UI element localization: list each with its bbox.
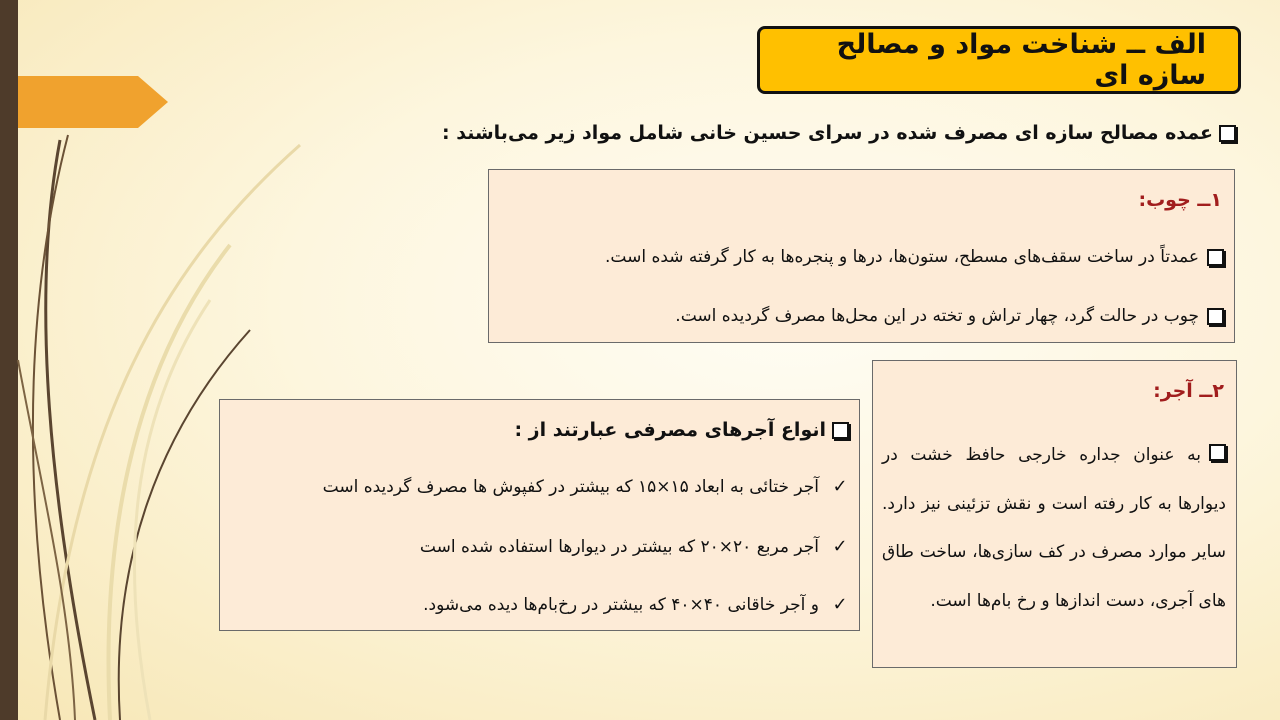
- intro-text: عمده مصالح سازه ای مصرف شده در سرای حسین خانی شامل مواد زیر می‌باشند :: [442, 122, 1213, 144]
- brick-types-box: [219, 399, 860, 631]
- checkmark-icon: ✓: [832, 536, 848, 557]
- checkbox-icon: [1207, 308, 1224, 325]
- wood-line-2: [675, 306, 1224, 326]
- wood-line-1: [605, 247, 1224, 267]
- intro-line: [336, 122, 1236, 144]
- brick-types-header: [514, 419, 849, 441]
- list-item: [420, 536, 851, 557]
- list-item-text: و آجر خاقانی ۴۰×۴۰ که بیشتر در رخ‌بام‌ها دیده می‌شود.: [423, 594, 819, 615]
- brick-types-heading: انواع آجرهای مصرفی عبارتند از :: [514, 419, 826, 441]
- wood-heading: ۱ــ چوب:: [1138, 189, 1222, 211]
- brick-heading: ۲ــ آجر:: [1153, 380, 1224, 402]
- wood-line-2-text: چوب در حالت گرد، چهار تراش و تخته در این محل‌ها مصرف گردیده است.: [675, 306, 1199, 326]
- list-item-text: آجر ختائی به ابعاد ۱۵×۱۵ که بیشتر در کفپوش ها مصرف گردیده است: [322, 476, 819, 497]
- wood-line-1-text: عمدتاً در ساخت سقف‌های مسطح، ستون‌ها، درها و پنجره‌ها به کار گرفته شده است.: [604, 247, 1199, 267]
- checkmark-icon: ✓: [832, 594, 848, 615]
- checkbox-icon: [832, 422, 849, 439]
- title-banner: [757, 26, 1241, 94]
- list-item-text: آجر مربع ۲۰×۲۰ که بیشتر در دیوارها استفاده شده است: [419, 536, 819, 557]
- checkbox-icon: [1207, 249, 1224, 266]
- checkmark-icon: ✓: [832, 476, 848, 497]
- slide-title: الف ــ شناخت مواد و مصالح سازه ای: [836, 29, 1206, 91]
- checkbox-icon: [1209, 444, 1226, 461]
- list-item: [323, 476, 851, 497]
- brick-paragraph: [882, 431, 1226, 625]
- checkbox-icon: [1219, 125, 1236, 142]
- wood-box: [488, 169, 1235, 343]
- list-item: [423, 594, 851, 615]
- brick-paragraph-text: به عنوان جداره خارجی حافظ خشت در دیوارها به کار رفته است و نقش تزئینی نیز دارد. سایر موارد مصرف در کف سازی‌ها، ساخت طاق های آجری، دست اندازها و رخ بام‌ها است.: [882, 445, 1226, 611]
- brick-box: [872, 360, 1237, 668]
